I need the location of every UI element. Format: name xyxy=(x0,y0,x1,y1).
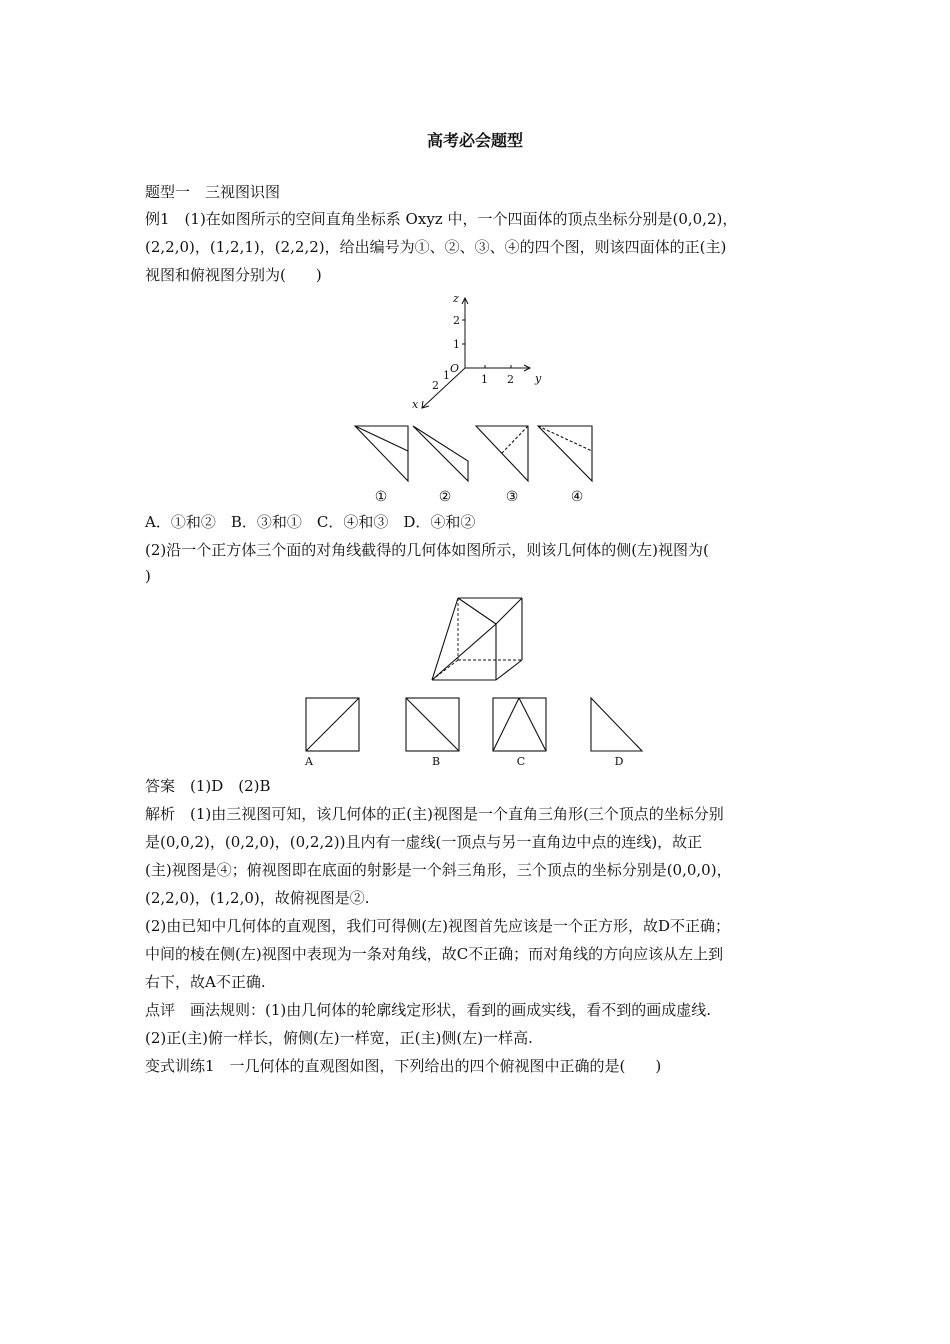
example-1-text-line-2: (2,2,0)，(1,2,1)，(2,2,2)，给出编号为①、②、③、④的四个图，则该四面体的正(主) xyxy=(145,238,727,256)
analysis-line-4: (2,2,0)，(1,2,0)，故俯视图是②. xyxy=(145,889,370,907)
option-2-diagram xyxy=(413,426,468,481)
y-tick-label: 1 xyxy=(481,373,488,386)
analysis-line-5: (2)由已知中几何体的直观图，我们可得侧(左)视图首先应该是一个正方形，故D不正确； xyxy=(145,917,730,935)
z-tick-label: 1 xyxy=(453,338,460,351)
comment-line-2: (2)正(主)俯一样长，俯侧(左)一样宽，正(主)侧(左)一样高. xyxy=(145,1029,533,1047)
z-axis-label: z xyxy=(453,292,459,305)
y-tick-label: 2 xyxy=(507,373,514,386)
example-1-text-line-1: 例1 (1)在如图所示的空间直角坐标系 Oxyz 中，一个四面体的顶点坐标分别是(0,0,2)， xyxy=(145,210,738,228)
origin-label: O xyxy=(450,362,460,375)
option-c-label: C xyxy=(516,755,526,768)
option-d-label: D xyxy=(614,755,624,768)
example-1b-text-line-1: (2)沿一个正方体三个面的对角线截得的几何体如图所示，则该几何体的侧(左)视图为( xyxy=(145,541,709,559)
choices-line: A．①和② B．③和① C．④和③ D．④和② xyxy=(145,513,476,531)
page-title: 高考必会题型 xyxy=(426,131,523,150)
coordinate-axes-figure xyxy=(400,290,560,415)
analysis-line-2: 是(0,0,2)，(0,2,0)，(0,2,2))且内有一虚线(一顶点与另一直角边中点的连线)，故正 xyxy=(145,833,703,851)
z-tick-label: 2 xyxy=(453,314,460,327)
option-d-diagram xyxy=(591,698,642,751)
option-b-diagram xyxy=(406,698,459,751)
x-axis-label: x xyxy=(412,398,419,411)
option-4-diagram xyxy=(538,426,592,481)
x-tick-label: 2 xyxy=(432,379,439,392)
option-1-label: ① xyxy=(374,489,388,505)
analysis-line-7: 右下，故A不正确. xyxy=(145,973,266,991)
option-3-label: ③ xyxy=(505,489,519,505)
analysis-line-1: 解析 (1)由三视图可知，该几何体的正(主)视图是一个直角三角形(三个顶点的坐标分别 xyxy=(145,805,724,823)
y-axis-label: y xyxy=(535,372,542,385)
section-heading: 题型一 三视图识图 xyxy=(145,183,281,201)
option-a-diagram xyxy=(306,698,359,751)
option-1-diagram xyxy=(355,426,408,481)
comment-line-1: 点评 画法规则：(1)由几何体的轮廓线定形状，看到的画成实线，看不到的画成虚线. xyxy=(145,1001,712,1019)
analysis-line-3: (主)视图是④；俯视图即在底面的射影是一个斜三角形，三个顶点的坐标分别是(0,0,0)， xyxy=(145,861,732,879)
option-3-diagram xyxy=(476,426,528,481)
option-4-label: ④ xyxy=(570,489,584,505)
answer-line: 答案 (1)D (2)B xyxy=(145,777,271,795)
truncated-cube-figure xyxy=(420,592,530,684)
x-tick-label: 1 xyxy=(443,369,450,382)
analysis-line-6: 中间的棱在侧(左)视图中表现为一条对角线，故C不正确；而对角线的方向应该从左上到 xyxy=(145,945,724,963)
view-options-figure-2 xyxy=(300,692,650,772)
variant-exercise-line: 变式训练1 一几何体的直观图如图，下列给出的四个俯视图中正确的是( ) xyxy=(145,1057,662,1075)
example-1b-text-line-2: ) xyxy=(145,567,151,585)
option-2-label: ② xyxy=(438,489,452,505)
option-b-label: B xyxy=(431,755,441,768)
view-options-figure-1 xyxy=(345,418,605,510)
option-c-diagram xyxy=(493,698,546,751)
option-a-label: A xyxy=(305,755,313,768)
example-1-text-line-3: 视图和俯视图分别为( ) xyxy=(145,266,322,284)
